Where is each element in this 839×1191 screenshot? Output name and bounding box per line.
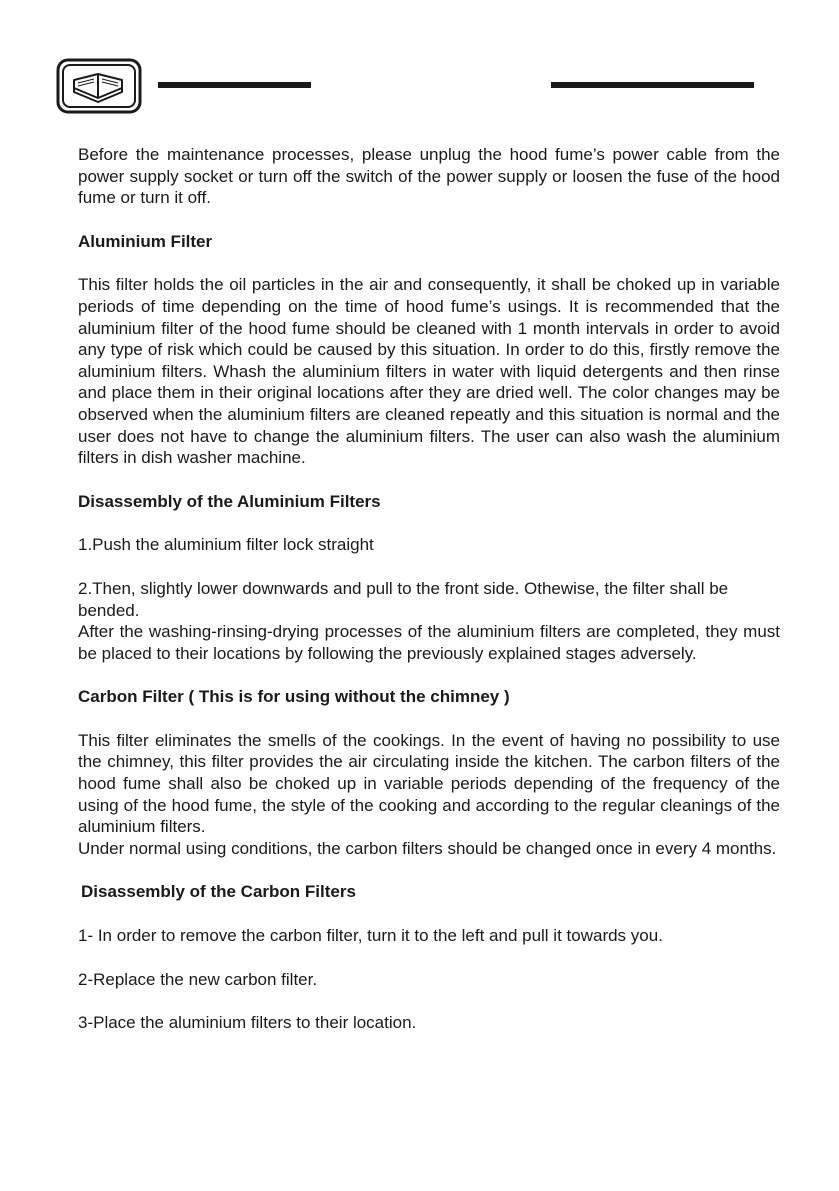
header-rule-left xyxy=(158,82,311,88)
carbon-step-1: 1- In order to remove the carbon filter, turn it to the left and pull it towards you. xyxy=(78,926,663,946)
open-book-icon xyxy=(56,58,142,114)
header-rule-right xyxy=(551,82,754,88)
carbon-under-paragraph: Under normal using conditions, the carbon filters should be changed once in every 4 months. xyxy=(78,838,777,858)
intro-paragraph: Before the maintenance processes, please unplug the hood fume’s power cable from the power supply socket or turn off the switch of the power supply or loosen the fuse of the hood fume or turn it off. xyxy=(78,145,780,208)
carbon-step-2: 2-Replace the new carbon filter. xyxy=(78,969,318,989)
aluminium-after-paragraph: After the washing-rinsing-drying processes of the aluminium filters are completed, they must be placed to their locations by following the previously explained stages adversely. xyxy=(78,622,780,663)
document-body xyxy=(78,144,780,1034)
carbon-step-3: 3-Place the aluminium filters to their location. xyxy=(78,1013,417,1033)
aluminium-filter-paragraph: This filter holds the oil particles in the air and consequently, it shall be choked up in variable periods of time depending on the time of hood fume’s usings. It is recommended that the aluminium filter of the hood fume should be cleaned with 1 month intervals in order to avoid any type of risk which could be caused by this situation. In order to do this, firstly remove the aluminium filters. Whash the aluminium filters in water with liquid detergents and then rinse and place them in their original locations after they are dried well. The color changes may be observed when the aluminium filters are cleaned repeatly and this situation is normal and the user does not have to change the aluminium filters. The user can also wash the aluminium filters in dish washer machine. xyxy=(78,275,780,468)
carbon-filter-heading: Carbon Filter ( This is for using without the chimney ) xyxy=(78,687,510,707)
disassembly-aluminium-heading: Disassembly of the Aluminium Filters xyxy=(78,491,381,511)
carbon-filter-paragraph: This filter eliminates the smells of the cookings. In the event of having no possibility to use the chimney, this filter provides the air circulating inside the kitchen. The carbon filters of the hood fume shall also be choked up in variable periods depending of the frequency of the using of the hood fume, the style of the cooking and according to the regular cleanings of the aluminium filters. xyxy=(78,730,780,837)
aluminium-filter-heading: Aluminium Filter xyxy=(78,231,213,251)
aluminium-step-2: 2.Then, slightly lower downwards and pull to the front side. Othewise, the filter shall be bended. xyxy=(78,578,729,620)
disassembly-carbon-heading: Disassembly of the Carbon Filters xyxy=(81,882,356,902)
aluminium-step-1: 1.Push the aluminium filter lock straight xyxy=(78,535,374,555)
